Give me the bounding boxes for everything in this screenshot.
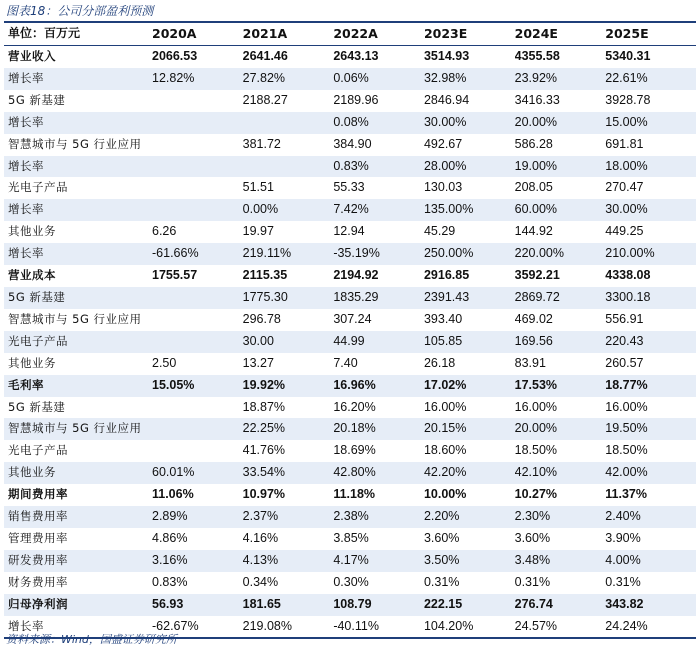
- table-cell: 20.00%: [515, 418, 606, 440]
- table-cell: 220.00%: [515, 243, 606, 265]
- table-cell: 0.30%: [333, 574, 369, 589]
- row-label: 管理费用率: [8, 530, 68, 545]
- table-cell: 2.20%: [424, 506, 515, 528]
- row-label: 其他业务: [8, 224, 56, 239]
- table-cell: 381.72: [242, 136, 281, 151]
- table-cell: 10.27%: [514, 487, 558, 502]
- table-row: [4, 90, 696, 112]
- table-cell: 1835.29: [333, 287, 424, 309]
- table-cell: 2869.72: [515, 287, 606, 309]
- table-cell: 42.20%: [424, 462, 515, 484]
- table-row: [4, 418, 696, 440]
- table-cell: 19.50%: [605, 418, 696, 440]
- table-cell: 3.50%: [424, 550, 515, 572]
- table-cell: 45.29: [423, 224, 456, 239]
- table-cell: 42.00%: [605, 462, 696, 484]
- row-label: 毛利率: [4, 375, 152, 397]
- table-cell: 492.67: [423, 136, 463, 151]
- table-cell: 24.24%: [605, 616, 696, 639]
- table-row: [4, 506, 696, 528]
- table-row: [4, 265, 696, 287]
- table-cell: 393.40: [423, 311, 463, 326]
- row-label: 其他业务: [4, 462, 152, 484]
- year-header: 2021A: [243, 23, 334, 46]
- table-cell: 7.40: [333, 355, 358, 370]
- table-cell: 16.20%: [333, 399, 376, 414]
- year-header: 2025E: [605, 23, 696, 46]
- table-cell: 11.37%: [605, 487, 647, 502]
- table-cell: -40.11%: [333, 616, 424, 639]
- table-cell: 18.87%: [242, 399, 286, 414]
- table-cell: 2.30%: [515, 506, 606, 528]
- table-cell: 30.00: [243, 331, 334, 353]
- table-cell: 296.78: [242, 311, 281, 326]
- row-label: 研发费用率: [4, 550, 152, 572]
- table-row: [4, 375, 696, 397]
- table-cell: 20.15%: [424, 418, 515, 440]
- row-label: 增长率: [4, 156, 152, 178]
- table-cell: 135.00%: [424, 199, 515, 221]
- table-cell: 18.50%: [605, 443, 648, 458]
- table-cell: 0.31%: [423, 574, 460, 589]
- table-cell: 18.69%: [333, 443, 376, 458]
- table-cell: 20.18%: [333, 418, 424, 440]
- table-cell: 20.00%: [515, 112, 606, 134]
- table-cell: 27.82%: [243, 68, 334, 90]
- table-cell: 307.24: [333, 311, 372, 326]
- table-cell: 0.06%: [333, 68, 424, 90]
- table-cell: [152, 331, 243, 353]
- table-cell: 15.05%: [152, 375, 243, 397]
- table-row: [4, 440, 696, 462]
- table-cell: 13.27: [242, 355, 274, 370]
- table-row: [4, 287, 696, 309]
- row-label: 其他业务: [8, 355, 56, 370]
- table-cell: -62.67%: [152, 616, 243, 639]
- table-cell: 10.97%: [242, 487, 286, 502]
- table-cell: 42.10%: [515, 462, 606, 484]
- table-cell: 219.11%: [243, 243, 334, 265]
- table-cell: 5340.31: [605, 49, 651, 63]
- table-cell: 17.02%: [424, 375, 515, 397]
- table-cell: 2066.53: [152, 49, 198, 63]
- table-cell: 3.16%: [152, 550, 243, 572]
- table-cell: 2846.94: [423, 92, 470, 107]
- row-label: 归母净利润: [4, 594, 152, 616]
- table-row: [4, 243, 696, 265]
- table-row: [4, 134, 696, 156]
- table-row: [4, 68, 696, 90]
- row-label: 财务费用率: [8, 574, 68, 589]
- table-cell: 250.00%: [424, 243, 515, 265]
- table-cell: 6.26: [152, 224, 177, 239]
- table-cell: 2189.96: [333, 92, 379, 107]
- table-cell: [152, 177, 243, 199]
- table-cell: 28.00%: [424, 156, 515, 178]
- table-row: [4, 462, 696, 484]
- year-header: 2022A: [333, 23, 424, 46]
- table-cell: -35.19%: [333, 243, 424, 265]
- table-cell: 0.34%: [242, 574, 279, 589]
- table-cell: 691.81: [605, 136, 644, 151]
- table-cell: 208.05: [514, 180, 553, 195]
- table-cell: 0.00%: [243, 199, 334, 221]
- table-cell: 4.17%: [333, 550, 424, 572]
- table-cell: 469.02: [514, 311, 553, 326]
- table-cell: 10.00%: [423, 487, 467, 502]
- table-cell: [152, 440, 243, 462]
- table-cell: -61.66%: [152, 243, 243, 265]
- table-cell: 30.00%: [424, 112, 515, 134]
- table-cell: 19.00%: [515, 156, 606, 178]
- table-cell: 2188.27: [242, 92, 288, 107]
- table-cell: 1755.57: [152, 268, 198, 283]
- table-row: [4, 46, 696, 68]
- table-cell: 4.13%: [243, 550, 334, 572]
- table-cell: [152, 199, 243, 221]
- table-cell: 3514.93: [423, 49, 470, 63]
- table-cell: 60.01%: [152, 462, 243, 484]
- unit-label: 单位：百万元: [4, 23, 152, 46]
- table-cell: 16.00%: [423, 399, 467, 414]
- table-cell: 44.99: [333, 331, 424, 353]
- table-cell: 0.31%: [605, 574, 641, 589]
- row-label: 销售费用率: [4, 506, 152, 528]
- table-cell: 2641.46: [242, 49, 288, 63]
- table-row: [4, 199, 696, 221]
- table-cell: 16.00%: [514, 399, 558, 414]
- table-cell: 384.90: [333, 136, 372, 151]
- table-cell: 181.65: [243, 594, 334, 616]
- table-cell: 0.83%: [152, 574, 188, 589]
- table-row: [4, 484, 696, 506]
- table-cell: 108.79: [333, 594, 424, 616]
- table-row: [4, 177, 696, 199]
- table-cell: 4.86%: [152, 530, 188, 545]
- table-cell: 343.82: [605, 594, 696, 616]
- table-row: [4, 528, 696, 550]
- table-cell: 222.15: [424, 594, 515, 616]
- table-cell: 2916.85: [423, 268, 470, 283]
- table-cell: [152, 112, 243, 134]
- table-row: [4, 309, 696, 331]
- table-cell: [152, 418, 243, 440]
- forecast-table: [4, 23, 696, 639]
- table-cell: 2391.43: [424, 287, 515, 309]
- table-cell: [152, 287, 243, 309]
- table-cell: 2.40%: [605, 506, 696, 528]
- table-cell: 220.43: [605, 331, 696, 353]
- row-label: 期间费用率: [8, 487, 68, 502]
- row-label: 5G 新基建: [8, 399, 66, 414]
- table-cell: 60.00%: [515, 199, 606, 221]
- table-cell: 3.90%: [605, 530, 641, 545]
- row-label: 光电子产品: [8, 180, 68, 195]
- table-cell: [152, 397, 243, 419]
- year-header: 2024E: [515, 23, 606, 46]
- table-cell: [243, 112, 334, 134]
- table-cell: 4355.58: [514, 49, 560, 63]
- table-cell: 144.92: [514, 224, 553, 239]
- table-cell: 16.96%: [333, 375, 424, 397]
- table-cell: 556.91: [605, 311, 644, 326]
- table-cell: 3592.21: [514, 268, 560, 283]
- row-label: 智慧城市与 5G 行业应用: [8, 136, 142, 151]
- table-cell: 7.42%: [333, 199, 424, 221]
- table-cell: 2115.35: [242, 268, 288, 283]
- table-cell: 83.91: [514, 355, 546, 370]
- year-header: 2020A: [152, 23, 243, 46]
- row-label: 增长率: [4, 616, 152, 639]
- table-cell: 0.83%: [333, 156, 424, 178]
- table-cell: 11.18%: [333, 487, 376, 502]
- table-cell: [152, 134, 243, 156]
- table-cell: 17.53%: [515, 375, 606, 397]
- table-cell: 12.82%: [152, 68, 243, 90]
- row-label: 光电子产品: [4, 331, 152, 353]
- table-cell: 41.76%: [242, 443, 286, 458]
- table-cell: 18.50%: [514, 443, 558, 458]
- table-cell: 30.00%: [605, 199, 696, 221]
- table-cell: 104.20%: [424, 616, 515, 639]
- table-cell: 51.51: [242, 180, 274, 195]
- table-cell: 0.31%: [514, 574, 551, 589]
- table-cell: 55.33: [333, 180, 365, 195]
- table-row: [4, 353, 696, 375]
- table-cell: [152, 309, 243, 331]
- table-cell: 4.00%: [605, 550, 696, 572]
- table-cell: 19.97: [242, 224, 274, 239]
- row-label: 营业成本: [8, 268, 56, 283]
- table-cell: 169.56: [515, 331, 606, 353]
- table-row: [4, 156, 696, 178]
- table-row: [4, 397, 696, 419]
- row-label: 增长率: [4, 112, 152, 134]
- table-cell: [243, 156, 334, 178]
- table-cell: 32.98%: [424, 68, 515, 90]
- row-label: 5G 新基建: [8, 92, 66, 107]
- table-cell: 276.74: [515, 594, 606, 616]
- table-cell: 2.89%: [152, 506, 243, 528]
- table-cell: 22.61%: [605, 68, 696, 90]
- table-cell: [152, 156, 243, 178]
- row-label: 智慧城市与 5G 行业应用: [8, 311, 142, 326]
- figure-title: 图表18：公司分部盈利预测: [6, 4, 154, 18]
- row-label: 增长率: [4, 199, 152, 221]
- table-row: [4, 331, 696, 353]
- table-cell: 23.92%: [515, 68, 606, 90]
- table-cell: 3300.18: [605, 287, 696, 309]
- table-row: [4, 572, 696, 594]
- table-cell: 16.00%: [605, 399, 648, 414]
- table-cell: 449.25: [605, 224, 644, 239]
- table-row: [4, 112, 696, 134]
- table-cell: [152, 90, 243, 112]
- table-cell: 15.00%: [605, 112, 696, 134]
- table-row: [4, 594, 696, 616]
- table-cell: 3.60%: [514, 530, 551, 545]
- row-label: 增长率: [4, 243, 152, 265]
- table-cell: 4.16%: [242, 530, 279, 545]
- table-cell: 130.03: [423, 180, 463, 195]
- table-cell: 3928.78: [605, 92, 651, 107]
- year-header: 2023E: [424, 23, 515, 46]
- table-cell: 24.57%: [515, 616, 606, 639]
- row-label: 5G 新基建: [4, 287, 152, 309]
- row-label: 智慧城市与 5G 行业应用: [4, 418, 152, 440]
- table-cell: 12.94: [333, 224, 365, 239]
- table-cell: 2643.13: [333, 49, 379, 63]
- table-cell: 0.08%: [333, 112, 424, 134]
- table-cell: 3.85%: [333, 530, 369, 545]
- row-label: 增长率: [4, 68, 152, 90]
- source-note: 资料来源：Wind，国盛证券研究所: [6, 633, 177, 646]
- table-cell: 22.25%: [243, 418, 334, 440]
- table-cell: 3.60%: [423, 530, 460, 545]
- row-label: 营业收入: [8, 49, 56, 63]
- table-row: [4, 221, 696, 243]
- table-cell: 3.48%: [515, 550, 606, 572]
- table-cell: 33.54%: [243, 462, 334, 484]
- table-cell: 18.60%: [423, 443, 467, 458]
- table-cell: 270.47: [605, 180, 644, 195]
- table-cell: 3416.33: [514, 92, 560, 107]
- table-cell: 4338.08: [605, 268, 651, 283]
- table-cell: 2.37%: [243, 506, 334, 528]
- table-cell: 56.93: [152, 594, 243, 616]
- table-cell: 19.92%: [243, 375, 334, 397]
- table-cell: 2.38%: [333, 506, 424, 528]
- table-cell: 210.00%: [605, 243, 696, 265]
- table-cell: 18.77%: [605, 375, 696, 397]
- table-cell: 11.06%: [152, 487, 194, 502]
- table-cell: 105.85: [424, 331, 515, 353]
- table-cell: 18.00%: [605, 156, 696, 178]
- table-body: [4, 46, 696, 639]
- table-cell: 42.80%: [333, 462, 424, 484]
- table-cell: 586.28: [514, 136, 553, 151]
- table-cell: 26.18: [423, 355, 456, 370]
- table-cell: 2.50: [152, 355, 177, 370]
- table-cell: 260.57: [605, 355, 644, 370]
- table-row: [4, 550, 696, 572]
- table-cell: 1775.30: [243, 287, 334, 309]
- table-header-row: [4, 23, 696, 46]
- row-label: 光电子产品: [8, 443, 68, 458]
- table-cell: 219.08%: [243, 616, 334, 639]
- table-cell: 2194.92: [333, 268, 379, 283]
